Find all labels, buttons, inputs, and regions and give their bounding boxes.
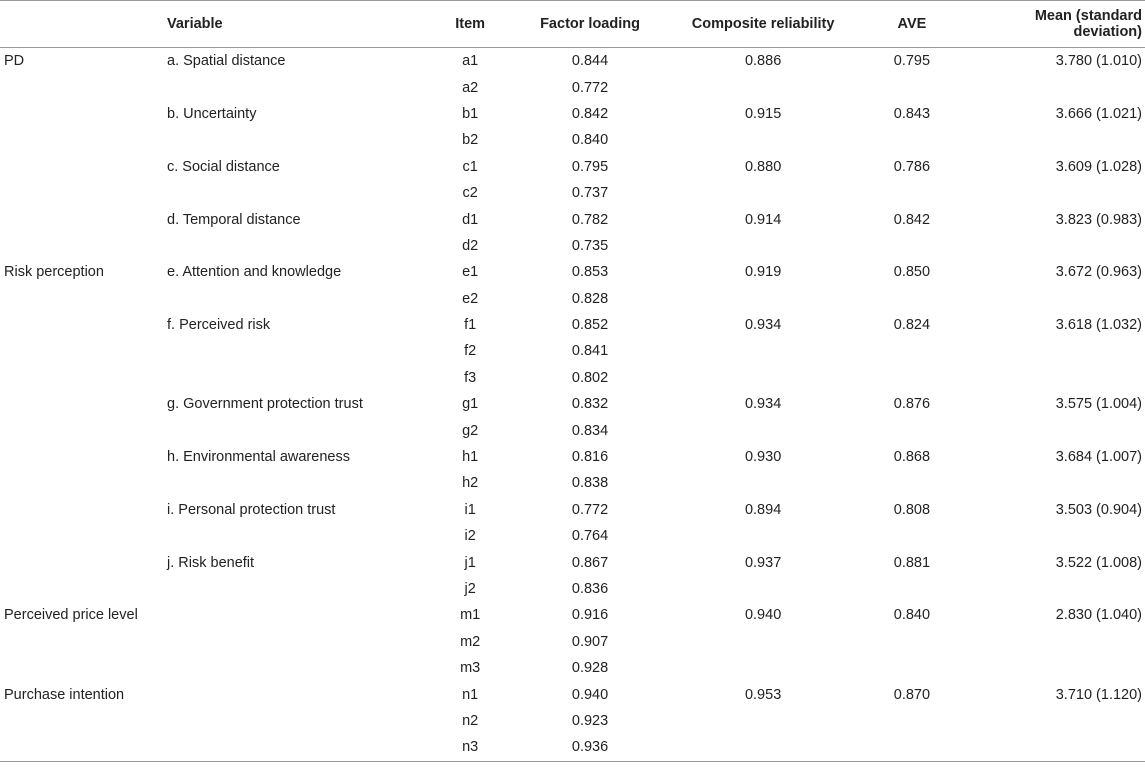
cell-ave: 0.824 (893, 317, 931, 334)
cell-composite-reliability (669, 127, 858, 153)
table-row (0, 708, 1145, 734)
header-row (0, 1, 1145, 48)
cell-item: j2 (464, 581, 476, 597)
cell-group (0, 391, 155, 417)
table-row (0, 259, 1145, 285)
cell-composite-reliability: 0.934 (744, 396, 782, 413)
cell-factor-loading: 0.764 (571, 528, 609, 545)
cell-composite-reliability (669, 286, 858, 312)
cell-variable (155, 629, 429, 655)
cell-factor-loading: 0.737 (571, 185, 609, 202)
cell-mean-sd (966, 74, 1145, 100)
cell-ave (858, 523, 967, 549)
cell-variable (155, 576, 429, 602)
table-row (0, 576, 1145, 602)
cell-group (0, 338, 155, 364)
cell-variable (155, 708, 429, 734)
header-mean-sd: Mean (standard deviation) (966, 1, 1145, 48)
table-row (0, 523, 1145, 549)
cell-factor-loading: 0.795 (571, 158, 609, 175)
cell-factor-loading: 0.840 (571, 132, 609, 149)
cell-composite-reliability: 0.940 (744, 607, 782, 624)
cell-composite-reliability (669, 576, 858, 602)
table-row (0, 734, 1145, 761)
cell-composite-reliability: 0.894 (744, 501, 782, 518)
cell-group (0, 365, 155, 391)
cell-variable (155, 734, 429, 761)
header-ave: AVE (858, 1, 967, 48)
table-row (0, 655, 1145, 681)
cell-composite-reliability: 0.937 (744, 554, 782, 571)
cell-item: g2 (462, 422, 479, 439)
cell-ave (858, 74, 967, 100)
table-row (0, 602, 1145, 628)
cell-variable (155, 74, 429, 100)
cell-factor-loading: 0.832 (571, 396, 609, 413)
cell-variable (155, 523, 429, 549)
table-row (0, 180, 1145, 206)
cell-mean-sd: 3.672 (0.963) (1055, 264, 1142, 281)
cell-mean-sd: 2.830 (1.040) (1055, 607, 1142, 624)
cell-group (0, 470, 155, 496)
table-row (0, 629, 1145, 655)
table-row (0, 681, 1145, 707)
cell-factor-loading: 0.828 (571, 290, 609, 307)
cell-composite-reliability: 0.915 (744, 105, 782, 122)
table-row (0, 549, 1145, 575)
cell-item: b2 (462, 132, 479, 149)
table-header (0, 1, 1145, 48)
cell-ave (858, 629, 967, 655)
cell-group (0, 708, 155, 734)
cell-group (0, 549, 155, 575)
cell-factor-loading: 0.916 (571, 607, 609, 624)
cell-variable (155, 602, 429, 628)
cell-mean-sd: 3.503 (0.904) (1055, 501, 1142, 518)
cell-mean-sd (966, 734, 1145, 761)
cell-group (0, 180, 155, 206)
cell-factor-loading: 0.842 (571, 105, 609, 122)
cell-ave: 0.795 (893, 53, 931, 70)
cell-factor-loading: 0.838 (571, 475, 609, 492)
cell-mean-sd (966, 523, 1145, 549)
cell-mean-sd: 3.618 (1.032) (1055, 317, 1142, 334)
cell-mean-sd (966, 180, 1145, 206)
cell-item: j1 (464, 554, 476, 571)
cell-mean-sd: 3.575 (1.004) (1055, 396, 1142, 413)
cell-item: d2 (462, 237, 479, 254)
cell-variable: a. Spatial distance (167, 53, 286, 70)
header-factor-loading: Factor loading (512, 1, 669, 48)
cell-variable: e. Attention and knowledge (167, 264, 342, 281)
cell-composite-reliability (669, 655, 858, 681)
cell-mean-sd: 3.780 (1.010) (1055, 53, 1142, 70)
cell-group (0, 312, 155, 338)
cell-group (0, 655, 155, 681)
cell-group (0, 154, 155, 180)
cell-variable (155, 655, 429, 681)
cell-ave: 0.786 (893, 158, 931, 175)
table-row (0, 206, 1145, 232)
cell-ave (858, 180, 967, 206)
table-row (0, 233, 1145, 259)
cell-mean-sd (966, 417, 1145, 443)
cell-item: f3 (464, 369, 477, 386)
cell-item: b1 (462, 105, 479, 122)
cell-composite-reliability (669, 523, 858, 549)
cell-mean-sd (966, 365, 1145, 391)
cell-group: PD (4, 53, 25, 70)
cell-mean-sd: 3.710 (1.120) (1055, 686, 1142, 703)
cell-mean-sd (966, 470, 1145, 496)
table-row (0, 154, 1145, 180)
cell-ave (858, 655, 967, 681)
cell-group (0, 576, 155, 602)
table-row (0, 365, 1145, 391)
cell-item: c2 (462, 185, 478, 202)
cell-variable: d. Temporal distance (167, 211, 301, 228)
cell-ave: 0.850 (893, 264, 931, 281)
table-row (0, 338, 1145, 364)
cell-mean-sd (966, 576, 1145, 602)
table-row (0, 417, 1145, 443)
cell-variable: j. Risk benefit (167, 554, 255, 571)
cell-group (0, 629, 155, 655)
cell-variable (155, 365, 429, 391)
header-composite-reliability: Composite reliability (669, 1, 858, 48)
cell-composite-reliability: 0.914 (744, 211, 782, 228)
cell-ave: 0.881 (893, 554, 931, 571)
cell-item: a1 (462, 53, 479, 70)
cell-item: f2 (464, 343, 477, 360)
cell-composite-reliability (669, 734, 858, 761)
cell-factor-loading: 0.772 (571, 501, 609, 518)
table-row (0, 101, 1145, 127)
cell-item: g1 (462, 396, 479, 413)
cell-factor-loading: 0.853 (571, 264, 609, 281)
cell-ave (858, 417, 967, 443)
cell-group (0, 74, 155, 100)
cell-item: e2 (462, 290, 479, 307)
cell-group (0, 233, 155, 259)
cell-ave (858, 127, 967, 153)
cell-item: e1 (462, 264, 479, 281)
cell-ave (858, 708, 967, 734)
cell-group (0, 417, 155, 443)
cell-composite-reliability (669, 708, 858, 734)
cell-ave (858, 576, 967, 602)
table-row (0, 74, 1145, 100)
cell-factor-loading: 0.936 (512, 734, 669, 761)
cell-factor-loading: 0.923 (571, 712, 609, 729)
cell-item: f1 (464, 317, 477, 334)
cell-group (0, 444, 155, 470)
cell-item: a2 (462, 79, 479, 96)
cell-composite-reliability (669, 417, 858, 443)
cell-ave (858, 286, 967, 312)
cell-mean-sd (966, 338, 1145, 364)
cell-mean-sd (966, 286, 1145, 312)
cell-variable (155, 417, 429, 443)
cell-variable (155, 681, 429, 707)
cell-item: n2 (462, 712, 479, 729)
cell-factor-loading: 0.867 (571, 554, 609, 571)
cell-mean-sd: 3.666 (1.021) (1055, 105, 1142, 122)
cell-factor-loading: 0.802 (571, 369, 609, 386)
cell-variable (155, 180, 429, 206)
cell-composite-reliability: 0.953 (744, 686, 782, 703)
cell-ave (858, 233, 967, 259)
cell-item: i1 (464, 501, 476, 518)
cell-variable (155, 233, 429, 259)
cell-item: h2 (462, 475, 479, 492)
cell-mean-sd: 3.522 (1.008) (1055, 554, 1142, 571)
cell-item: m3 (460, 660, 481, 677)
cell-composite-reliability: 0.919 (744, 264, 782, 281)
cell-item: c1 (462, 158, 478, 175)
cell-group (0, 286, 155, 312)
cell-factor-loading: 0.782 (571, 211, 609, 228)
cell-mean-sd (966, 708, 1145, 734)
cell-factor-loading: 0.772 (571, 79, 609, 96)
table-row (0, 127, 1145, 153)
cell-factor-loading: 0.844 (571, 53, 609, 70)
cell-factor-loading: 0.841 (571, 343, 609, 360)
cell-mean-sd: 3.684 (1.007) (1055, 449, 1142, 466)
cell-group (0, 127, 155, 153)
cell-group (0, 523, 155, 549)
cell-mean-sd: 3.609 (1.028) (1055, 158, 1142, 175)
cell-composite-reliability (669, 629, 858, 655)
cell-group (0, 734, 155, 761)
cell-factor-loading: 0.852 (571, 317, 609, 334)
cell-factor-loading: 0.816 (571, 449, 609, 466)
cell-variable: f. Perceived risk (167, 317, 271, 334)
cell-composite-reliability (669, 470, 858, 496)
header-group (0, 1, 155, 48)
cell-variable (155, 338, 429, 364)
table-body (0, 48, 1145, 762)
cell-mean-sd (966, 655, 1145, 681)
cell-variable: c. Social distance (167, 158, 280, 175)
table-row (0, 48, 1145, 75)
table-row (0, 312, 1145, 338)
cell-mean-sd: 3.823 (0.983) (1055, 211, 1142, 228)
cell-mean-sd (966, 127, 1145, 153)
table-row (0, 391, 1145, 417)
header-variable: Variable (155, 1, 429, 48)
cell-ave (858, 365, 967, 391)
cell-group: Risk perception (4, 264, 104, 281)
cell-group (0, 101, 155, 127)
table-row (0, 470, 1145, 496)
cell-item: h1 (462, 449, 479, 466)
table-row (0, 286, 1145, 312)
cell-variable: b. Uncertainty (167, 105, 257, 122)
cell-ave: 0.842 (893, 211, 931, 228)
cell-composite-reliability (669, 365, 858, 391)
cell-ave: 0.870 (893, 686, 931, 703)
cell-variable (155, 286, 429, 312)
cell-mean-sd (966, 233, 1145, 259)
cell-group: Perceived price level (4, 607, 138, 624)
cell-ave: 0.843 (893, 105, 931, 122)
cell-variable: g. Government protection trust (167, 396, 363, 413)
cell-item: m2 (460, 633, 481, 650)
cell-group: Purchase intention (4, 686, 125, 703)
cell-ave (858, 470, 967, 496)
cell-factor-loading: 0.928 (571, 660, 609, 677)
cell-composite-reliability: 0.886 (744, 53, 782, 70)
cell-ave: 0.876 (893, 396, 931, 413)
cell-ave (858, 734, 967, 761)
cell-mean-sd (966, 629, 1145, 655)
cell-factor-loading: 0.735 (571, 237, 609, 254)
cell-variable (155, 127, 429, 153)
cell-item: n1 (462, 686, 479, 703)
table-row (0, 497, 1145, 523)
cell-factor-loading: 0.836 (571, 581, 609, 597)
cell-factor-loading: 0.940 (571, 686, 609, 703)
cell-composite-reliability: 0.934 (744, 317, 782, 334)
cell-variable (155, 470, 429, 496)
table-row (0, 444, 1145, 470)
cell-group (0, 497, 155, 523)
cell-item: i2 (464, 528, 476, 545)
cell-composite-reliability (669, 233, 858, 259)
cell-ave: 0.868 (893, 449, 931, 466)
cell-ave (858, 338, 967, 364)
header-item: Item (429, 1, 512, 48)
cell-factor-loading: 0.907 (571, 633, 609, 650)
cell-item: n3 (429, 734, 512, 761)
cell-variable: i. Personal protection trust (167, 501, 336, 518)
cell-composite-reliability (669, 74, 858, 100)
cell-variable: h. Environmental awareness (167, 449, 350, 466)
cell-composite-reliability (669, 180, 858, 206)
cell-ave: 0.808 (893, 501, 931, 518)
cell-item: m1 (460, 607, 481, 624)
cell-item: d1 (462, 211, 479, 228)
cell-ave: 0.840 (893, 607, 931, 624)
cell-composite-reliability: 0.880 (744, 158, 782, 175)
cell-group (0, 206, 155, 232)
cell-factor-loading: 0.834 (571, 422, 609, 439)
cell-composite-reliability (669, 338, 858, 364)
cell-composite-reliability: 0.930 (744, 449, 782, 466)
